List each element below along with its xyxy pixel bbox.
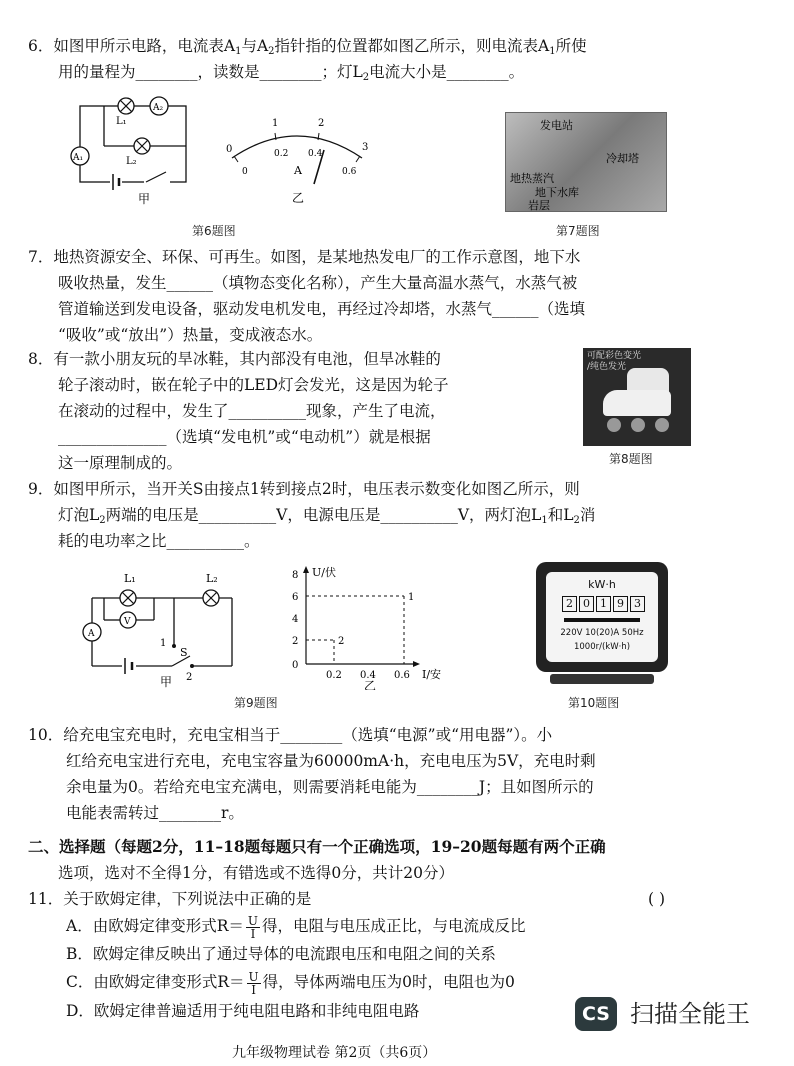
q11-answer-paren: ( ) bbox=[648, 890, 666, 908]
svg-text:A: A bbox=[88, 629, 95, 639]
q10-line3: 余电量为0。若给充电宝充满电，则需要消耗电能为________J；且如图所示的 bbox=[66, 778, 594, 796]
svg-text:0.6: 0.6 bbox=[394, 670, 410, 681]
page-footer: 九年级物理试卷 第2页（共6页） bbox=[232, 1045, 437, 1061]
fig10-meter-base bbox=[550, 674, 654, 684]
svg-text:8: 8 bbox=[292, 570, 299, 581]
section2-line2: 选项，选对不全得1分，有错选或不选得0分，共计20分） bbox=[58, 864, 454, 882]
svg-text:V: V bbox=[124, 617, 131, 627]
q10-line4: 电能表需转过________r。 bbox=[66, 804, 244, 822]
q7-line2: 吸收热量，发生______（填物态变化名称），产生大量高温水蒸气，水蒸气被 bbox=[58, 274, 578, 292]
svg-text:乙: 乙 bbox=[364, 679, 377, 690]
svg-text:0: 0 bbox=[226, 144, 233, 155]
q11-option-d[interactable]: D．欧姆定律普遍适用于纯电阻电路和非纯电阻电路 bbox=[66, 1002, 420, 1020]
svg-text:A: A bbox=[294, 164, 302, 177]
fig6-l1-label: L₁ bbox=[116, 116, 127, 127]
q7-line3: 管道输送到发电设备，驱动发电机发电，再经过冷却塔，水蒸气______（选填 bbox=[58, 300, 586, 318]
fig6-jia-label: 甲 bbox=[138, 192, 151, 206]
fig9-graph bbox=[284, 560, 454, 690]
q9-line1: 9．如图甲所示，当开关S由接点1转到接点2时，电压表示数变化如图乙所示，则 bbox=[28, 480, 580, 498]
fig10-caption: 第10题图 bbox=[568, 696, 620, 710]
fig6-ammeter-scale bbox=[222, 112, 372, 208]
q6-line2: 用的量程为________，读数是________；灯$L_2$电流大小是________。 bbox=[58, 63, 525, 83]
q8-line3: 在滚动的过程中，发生了__________现象，产生了电流， bbox=[58, 402, 446, 420]
svg-text:I/安: I/安 bbox=[422, 668, 442, 681]
fig10-meter: kW·h 2 0 1 9 3 220V 10(20)A 50Hz 1000r/(kW·h) bbox=[536, 562, 668, 672]
q6-line1: 6．如图甲所示电路，电流表$A_1$与$A_2$指针指的位置都如图乙所示，则电流表$A_1$所使 bbox=[28, 37, 587, 57]
q7-line1: 7．地热资源安全、环保、可再生。如图，是某地热发电厂的工作示意图，地下水 bbox=[28, 248, 581, 266]
q11-option-b[interactable]: B．欧姆定律反映出了通过导体的电流跟电压和电阻之间的关系 bbox=[66, 945, 496, 963]
fig6-l2-label: L₂ bbox=[126, 156, 137, 167]
q7-line4: “吸收”或“放出”）热量，变成液态水。 bbox=[58, 326, 323, 344]
q9-line2: 灯泡$L_2$两端的电压是__________V，电源电压是__________V，两灯泡$L_1$和$L_2$消 bbox=[58, 506, 596, 526]
svg-text:1: 1 bbox=[160, 638, 167, 649]
fig8-caption: 第8题图 bbox=[609, 452, 653, 466]
svg-text:0.2: 0.2 bbox=[326, 670, 342, 681]
svg-text:1: 1 bbox=[272, 118, 279, 129]
q11-option-c[interactable]: C．由欧姆定律变形式R＝ $\frac{U}{I}$ 得，导体两端电压为0时，电阻也为0 bbox=[66, 969, 515, 997]
fig9-caption: 第9题图 bbox=[234, 696, 278, 710]
svg-text:3: 3 bbox=[362, 142, 369, 153]
q11-option-a[interactable]: A．由欧姆定律变形式R＝ $\frac{U}{I}$ 得，电阻与电压成正比，与电流成反比 bbox=[66, 913, 526, 941]
svg-text:U/伏: U/伏 bbox=[312, 566, 336, 579]
svg-text:L₁: L₁ bbox=[124, 572, 136, 585]
svg-text:4: 4 bbox=[292, 614, 299, 625]
fig9-circuit bbox=[74, 570, 244, 688]
svg-text:0: 0 bbox=[292, 660, 299, 671]
camscanner-text: 扫描全能王 bbox=[630, 1000, 750, 1028]
svg-text:1: 1 bbox=[408, 592, 415, 603]
svg-text:L₂: L₂ bbox=[206, 572, 218, 585]
camscanner-logo-icon: CS bbox=[575, 997, 617, 1031]
section2-line1: 二、选择题（每题2分，11–18题每题只有一个正确选项，19–20题每题有两个正确 bbox=[28, 837, 606, 856]
svg-text:甲: 甲 bbox=[160, 675, 173, 688]
svg-text:2: 2 bbox=[318, 118, 325, 129]
fig8-photo: 可配彩色变光 /纯色发光 bbox=[583, 348, 691, 446]
svg-text:0.4: 0.4 bbox=[360, 670, 376, 681]
fig6-a1-label: A₁ bbox=[73, 153, 84, 163]
svg-text:0.2: 0.2 bbox=[274, 149, 289, 159]
svg-text:2: 2 bbox=[292, 636, 299, 647]
svg-text:6: 6 bbox=[292, 592, 299, 603]
fig6-caption: 第6题图 bbox=[192, 224, 236, 238]
svg-text:乙: 乙 bbox=[292, 191, 305, 205]
q10-line2: 红给充电宝进行充电，充电宝容量为60000mA·h，充电电压为5V，充电时剩 bbox=[66, 752, 596, 770]
svg-text:S: S bbox=[180, 646, 188, 659]
fig6-a2-label: A₂ bbox=[153, 103, 164, 113]
svg-text:0.4: 0.4 bbox=[308, 149, 323, 159]
q8-line5: 这一原理制成的。 bbox=[58, 454, 183, 472]
svg-text:0: 0 bbox=[242, 167, 248, 177]
q8-line4: ______________（选填“发电机”或“电动机”）就是根据 bbox=[58, 428, 431, 446]
q11-stem: 11．关于欧姆定律，下列说法中正确的是 bbox=[28, 890, 312, 908]
q9-line3: 耗的电功率之比__________。 bbox=[58, 532, 260, 550]
svg-text:2: 2 bbox=[186, 672, 193, 683]
fig7-caption: 第7题图 bbox=[556, 224, 600, 238]
fig6-circuit bbox=[66, 94, 216, 206]
svg-text:2: 2 bbox=[338, 636, 345, 647]
q10-line1: 10．给充电宝充电时，充电宝相当于________（选填“电源”或“用电器”）。小 bbox=[28, 726, 553, 744]
q8-line2: 轮子滚动时，嵌在轮子中的LED灯会发光，这是因为轮子 bbox=[58, 376, 449, 394]
svg-text:0.6: 0.6 bbox=[342, 167, 357, 177]
q8-line1: 8．有一款小朋友玩的旱冰鞋，其内部没有电池，但旱冰鞋的 bbox=[28, 350, 441, 368]
